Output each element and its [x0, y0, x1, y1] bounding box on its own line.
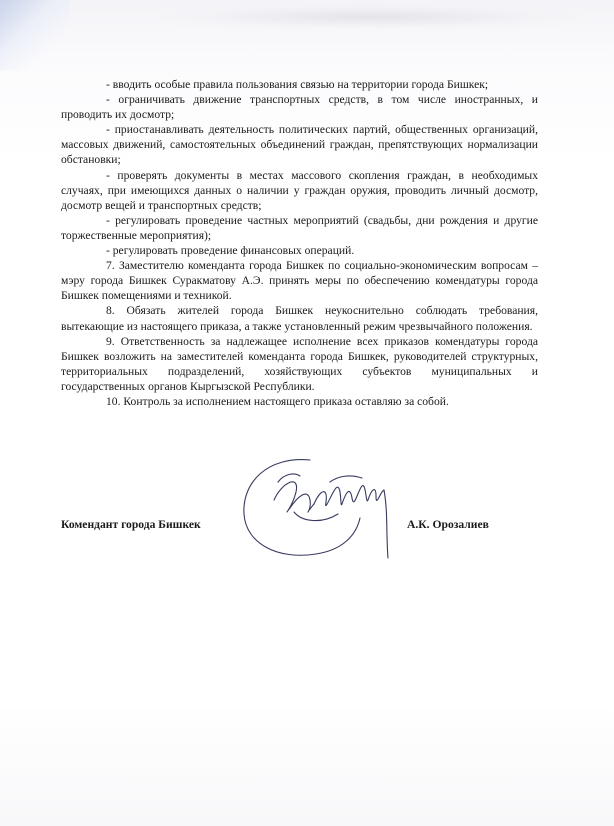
paragraph-private-events: - регулировать проведение частных мероприятий (свадьбы, дни рождения и другие торжественные мероприятия); [61, 213, 538, 242]
position-title: Комендант города Бишкек [61, 518, 201, 531]
page-corner-shadow [0, 0, 70, 70]
paragraph-vehicles: - ограничивать движение транспортных средств, в том числе иностранных, и проводить их досмотр; [61, 93, 538, 122]
signer-name: А.К. Орозалиев [407, 518, 489, 531]
document-body [61, 77, 538, 409]
paragraph-communications: - вводить особые правила пользования связью на территории города Бишкек; [106, 78, 489, 91]
paragraph-item-9: 9. Ответственность за надлежащее исполнение всех приказов комендатуры города Бишкек возложить на заместителей коменданта города Бишкек, руководителей структурных, территориальных подразделений, хозяйствующих субъектов муниципальных и государственных органов Кыргызской Республики. [61, 334, 538, 393]
scan-smudge [160, 4, 580, 30]
paragraph-financial-operations: - регулировать проведение финансовых операций. [106, 244, 355, 258]
paragraph-document-checks: - проверять документы в местах массового скопления граждан, в необходимых случаях, при имеющихся данных о наличии у граждан оружия, проводить личный досмотр, досмотр вещей и транспортных средств; [61, 168, 538, 212]
paragraph-item-8: 8. Обязать жителей города Бишкек неукоснительно соблюдать требования, вытекающие из настоящего приказа, а также установленный режим чрезвычайного положения. [61, 304, 538, 333]
paragraph-organizations: - приостанавливать деятельность политических партий, общественных организаций, массовых движений, самостоятельных объединений граждан, препятствующих нормализации обстановки; [61, 123, 538, 167]
paragraph-item-10: 10. Контроль за исполнением настоящего приказа оставляю за собой. [106, 394, 449, 408]
paragraph-item-7: 7. Заместителю коменданта города Бишкек по социально-экономическим вопросам – мэру города Бишкек Суракматову А.Э. принять меры по обеспечению комендатуры города Бишкек помещениями и техникой. [61, 259, 538, 303]
handwritten-signature [238, 452, 408, 564]
